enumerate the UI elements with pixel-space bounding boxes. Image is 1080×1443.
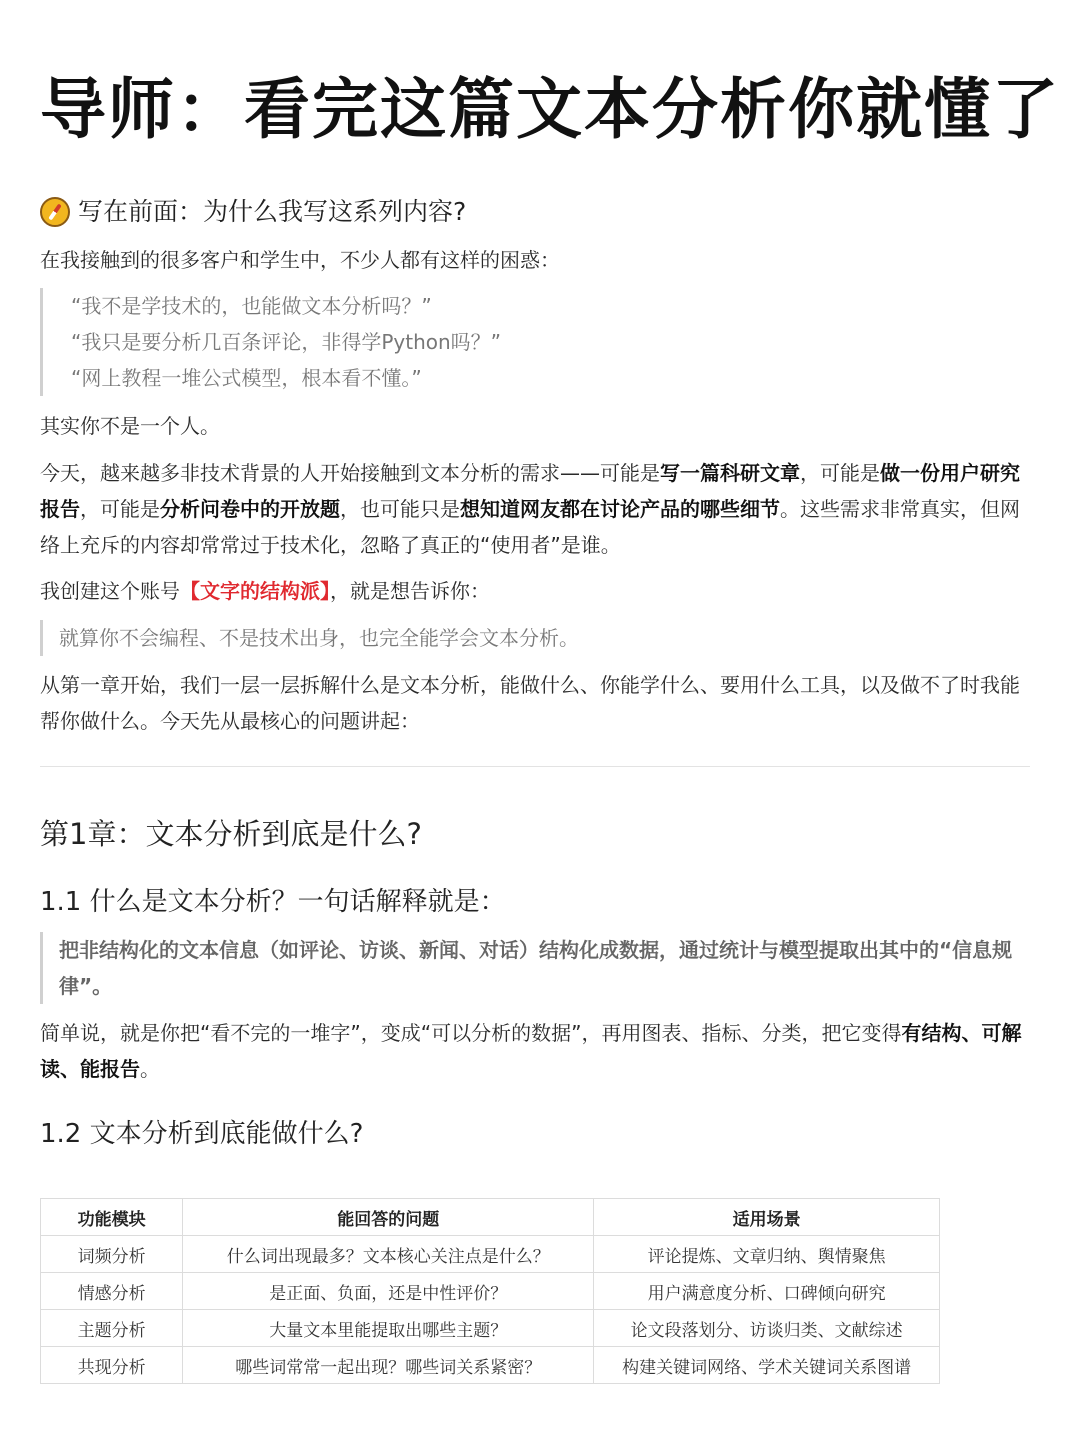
table-cell: 共现分析 — [41, 1347, 183, 1384]
table-cell: 什么词出现最多？文本核心关注点是什么？ — [183, 1236, 594, 1273]
account-name: 【文字的结构派】 — [180, 579, 330, 603]
table-cell: 构建关键词网络、学术关键词关系图谱 — [594, 1347, 940, 1384]
bold-run: 分析问卷中的开放题 — [160, 497, 340, 521]
table-cell: 用户满意度分析、口碑倾向研究 — [594, 1273, 940, 1310]
section-1-1-paragraph — [40, 1015, 1030, 1087]
text-run: 我创建这个账号 — [40, 579, 180, 603]
quote-line: 就算你不会编程、不是技术出身，也完全能学会文本分析。 — [59, 626, 579, 650]
bold-run: 写一篇科研文章 — [660, 461, 800, 485]
intro-paragraph-1: 在我接触到的很多客户和学生中，不少人都有这样的困惑： — [40, 248, 560, 272]
intro-paragraph-2: 其实你不是一个人。 — [40, 414, 220, 438]
bold-run: 想知道网友都在讨论产品的哪些细节 — [460, 497, 780, 521]
table-cell: 哪些词常常一起出现？哪些词关系紧密？ — [183, 1347, 594, 1384]
section-heading-1-1: 1.1 什么是文本分析？一句话解释就是： — [40, 887, 506, 917]
table-header-cell: 适用场景 — [594, 1199, 940, 1236]
definition-quote: 把非结构化的文本信息（如评论、访谈、新闻、对话）结构化成数据，通过统计与模型提取出其中的“信息规律”。 — [40, 932, 1030, 1004]
table-row — [41, 1310, 940, 1347]
intro-heading-text: 写在前面：为什么我写这系列内容? — [78, 197, 467, 226]
quote-line: “我只是要分析几百条评论，非得学Python吗？” — [71, 330, 502, 354]
quote-line: “我不是学技术的，也能做文本分析吗？” — [71, 294, 432, 318]
chapter-heading: 第1章：文本分析到底是什么? — [40, 817, 422, 851]
table-cell: 大量文本里能提取出哪些主题？ — [183, 1310, 594, 1347]
quote-line: “网上教程一堆公式模型，根本看不懂。” — [71, 366, 422, 390]
table-cell: 评论提炼、文章归纳、舆情聚焦 — [594, 1236, 940, 1273]
section-heading-1-2: 1.2 文本分析到底能做什么? — [40, 1119, 364, 1149]
function-table — [40, 1198, 940, 1384]
text-run: ，可能是 — [80, 497, 160, 521]
quote-block-reassurance — [40, 620, 1020, 656]
text-run: 今天，越来越多非技术背景的人开始接触到文本分析的需求——可能是 — [40, 461, 660, 485]
intro-heading — [40, 192, 466, 232]
bold-run: 有结构、可解读、能报告 — [40, 1021, 1022, 1081]
table-cell: 论文段落划分、访谈归类、文献综述 — [594, 1310, 940, 1347]
text-run: ，可能是 — [800, 461, 880, 485]
text-run: 简单说，就是你把“看不完的一堆字”，变成“可以分析的数据”，再用图表、指标、分类，把它变得 — [40, 1021, 902, 1045]
table-cell: 词频分析 — [41, 1236, 183, 1273]
table-cell: 是正面、负面，还是中性评价？ — [183, 1273, 594, 1310]
bold-run: 做一份用户研究报告 — [40, 461, 1020, 521]
divider — [40, 766, 1030, 767]
intro-paragraph-3 — [40, 455, 1030, 563]
table-cell: 主题分析 — [41, 1310, 183, 1347]
table-header-cell: 功能模块 — [41, 1199, 183, 1236]
table-cell: 情感分析 — [41, 1273, 183, 1310]
intro-paragraph-4 — [40, 573, 1030, 609]
table-row — [41, 1236, 940, 1273]
quote-block-confusions — [40, 288, 1020, 396]
table-row — [41, 1347, 940, 1384]
table-header-row — [41, 1199, 940, 1236]
text-run: ，就是想告诉你： — [330, 579, 490, 603]
text-run: 。这些需求非常真实，但网络上充斥的内容却常常过于技术化，忽略了真正的“使用者”是谁。 — [40, 497, 1020, 557]
text-run: ，也可能只是 — [340, 497, 460, 521]
table-header-cell: 能回答的问题 — [183, 1199, 594, 1236]
compass-icon — [40, 197, 70, 227]
intro-paragraph-5: 从第一章开始，我们一层一层拆解什么是文本分析，能做什么、你能学什么、要用什么工具，以及做不了时我能帮你做什么。今天先从最核心的问题讲起： — [40, 673, 1020, 733]
table-row — [41, 1273, 940, 1310]
page-title: 导师：看完这篇文本分析你就懂了 — [40, 71, 1060, 148]
text-run: 。 — [140, 1057, 160, 1081]
